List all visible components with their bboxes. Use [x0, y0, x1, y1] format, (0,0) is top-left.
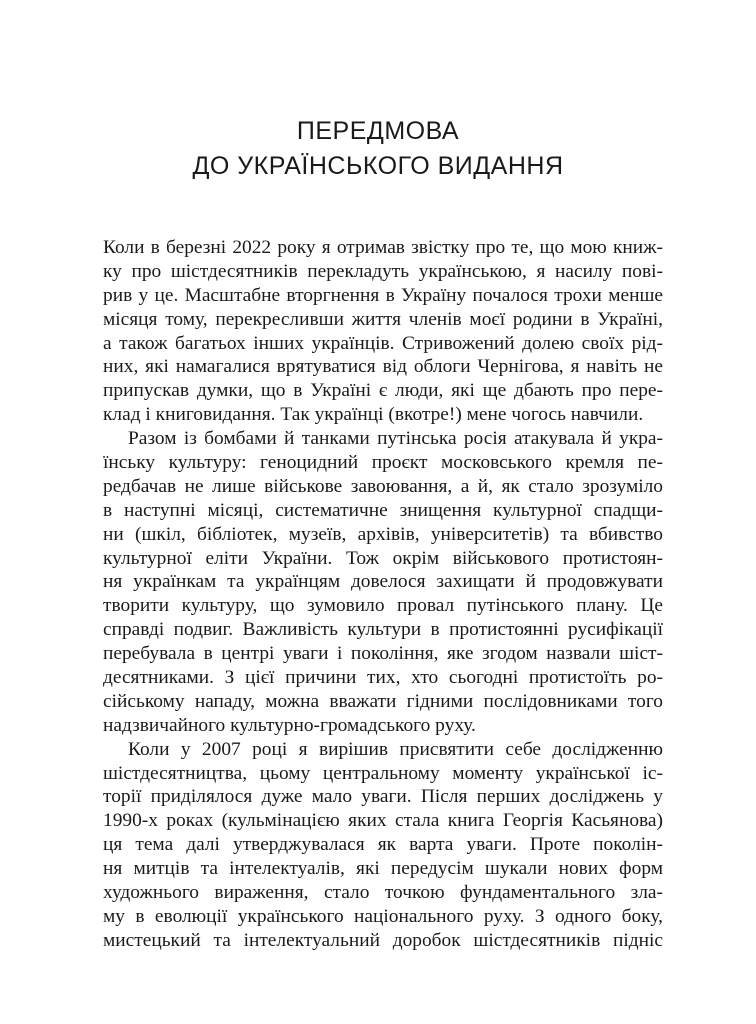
text-line: 1990-х роках (кульмінацією яких стала книга Георгія Касьянова)	[103, 810, 663, 832]
text-line: ку про шістдесятників перекладуть українською, я насилу пові-	[103, 260, 663, 282]
text-line: творити культуру, що зумовило провал путінського плану. Це	[103, 595, 663, 617]
text-line: художнього вираження, стало точкою фундаментального зла-	[103, 882, 663, 904]
text-line: десятниками. З цієї причини тих, хто сьогодні протистоїть ро-	[103, 667, 663, 689]
text-line: клад і книговидання. Так українці (вкотре!) мене чогось навчили.	[103, 404, 644, 426]
text-line: сійському нападу, можна вважати гідними послідовниками того	[103, 690, 663, 712]
text-line: му в еволюції українського національного руху. З одного боку,	[103, 905, 663, 927]
text-line: а також багатьох інших українців. Стривожений долею своїх рід-	[103, 332, 663, 354]
text-line: Коли у 2007 році я вирішив присвятити себе дослідженню	[128, 738, 663, 760]
text-line: в наступні місяці, систематичне знищення культурної спадщи-	[103, 499, 663, 521]
text-line: Разом із бомбами й танками путінська росія атакувала й укра-	[128, 428, 663, 450]
text-line: них, які намагалися врятуватися від облоги Чернігова, я навіть не	[103, 356, 663, 378]
body-text	[103, 236, 663, 953]
paragraph	[103, 236, 663, 427]
text-line: шістдесятництва, цьому центральному моменту української іс-	[103, 762, 663, 784]
text-line: ця тема далі утверджувалася як варта уваги. Проте поколін-	[103, 834, 663, 856]
text-line: культурної еліти України. Тож окрім військового протистоян-	[103, 547, 663, 569]
text-line: мистецький та інтелектуальний доробок шістдесятників підніс	[103, 929, 663, 951]
text-line: ня українкам та українцям довелося захищати й продовжувати	[103, 571, 663, 593]
text-line: рив у це. Масштабне вторгнення в Україну почалося трохи менше	[103, 284, 663, 306]
text-line: ни (шкіл, бібліотек, музеїв, архівів, університетів) та вбивство	[103, 523, 663, 545]
text-line: перебувала в центрі уваги і покоління, яке згодом назвали шіст-	[103, 643, 663, 665]
text-line: надзвичайного культурно-громадського руху.	[103, 714, 476, 736]
text-line: Коли в березні 2022 року я отримав звістку про те, що мою книж-	[103, 237, 663, 258]
text-line: ня митців та інтелектуалів, які передусім шукали нових форм	[103, 858, 663, 880]
paragraph	[103, 738, 663, 953]
chapter-title-line-1: ПЕРЕДМОВА	[296, 117, 460, 145]
text-line: редбачав не лише військове завоювання, а й, як стало зрозуміло	[103, 475, 663, 497]
paragraph	[103, 427, 663, 738]
text-line: їнську культуру: геноцидний проєкт московського кремля пе-	[103, 452, 663, 474]
text-line: справді подвиг. Важливість культури в протистоянні русифікації	[103, 619, 663, 641]
text-line: припускав думки, що в Україні є люди, які ще дбають про пере-	[103, 380, 663, 402]
chapter-title-line-2: ДО УКРАЇНСЬКОГО ВИДАННЯ	[192, 152, 564, 180]
text-line: торії приділялося дуже мало уваги. Після перших досліджень у	[103, 786, 663, 808]
text-line: місяця тому, перекресливши життя членів моєї родини в Україні,	[103, 308, 663, 330]
